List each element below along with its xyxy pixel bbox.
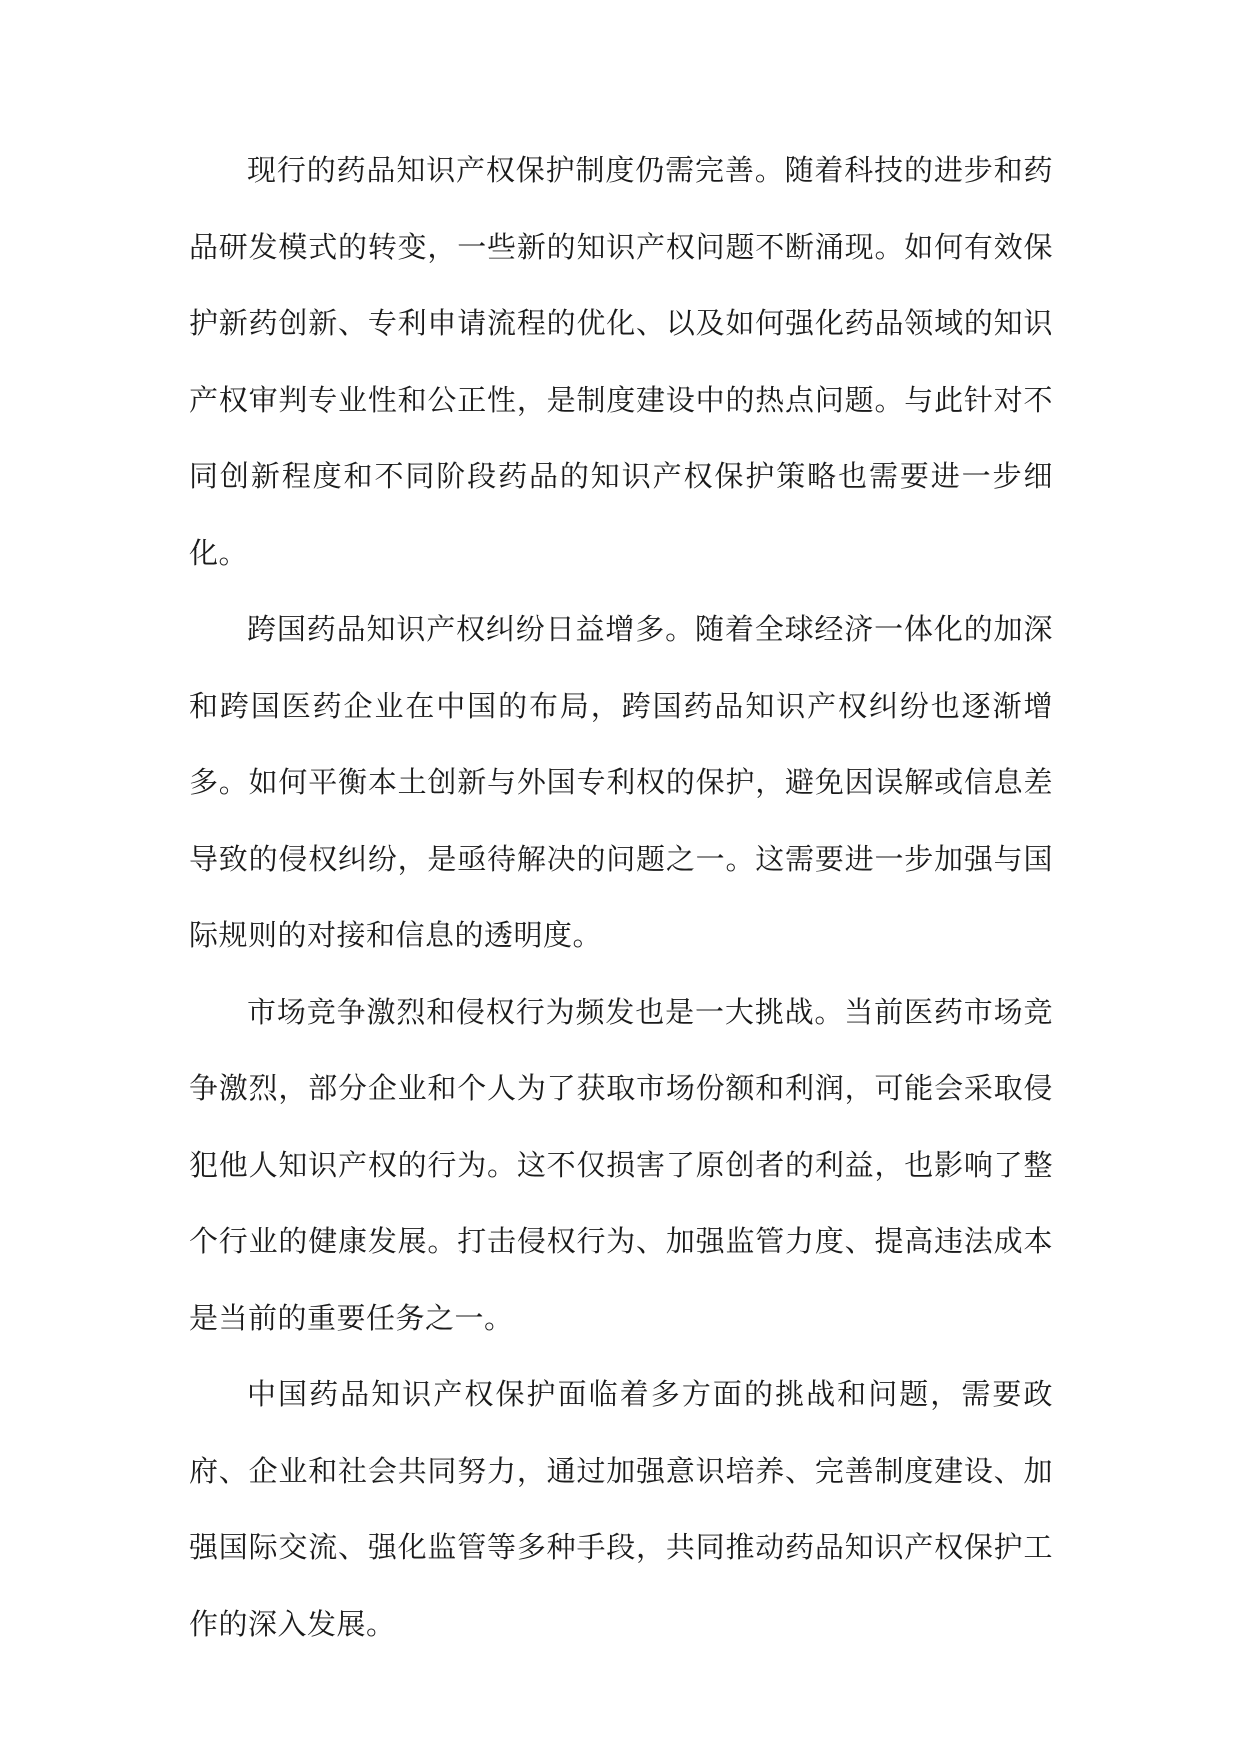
paragraph-2: 跨国药品知识产权纠纷日益增多。随着全球经济一体化的加深和跨国医药企业在中国的布局，跨国药品知识产权纠纷也逐渐增多。如何平衡本土创新与外国专利权的保护，避免因误解或信息差导致的侵权纠纷，是亟待解决的问题之一。这需要进一步加强与国际规则的对接和信息的透明度。 <box>189 612 1053 952</box>
paragraph-3: 市场竞争激烈和侵权行为频发也是一大挑战。当前医药市场竞争激烈，部分企业和个人为了获取市场份额和利润，可能会采取侵犯他人知识产权的行为。这不仅损害了原创者的利益，也影响了整个行业的健康发展。打击侵权行为、加强监管力度、提高违法成本是当前的重要任务之一。 <box>189 994 1053 1335</box>
body-text <box>189 132 1053 1662</box>
paragraph-1: 现行的药品知识产权保护制度仍需完善。随着科技的进步和药品研发模式的转变，一些新的知识产权问题不断涌现。如何有效保护新药创新、专利申请流程的优化、以及如何强化药品领域的知识产权审判专业性和公正性，是制度建设中的热点问题。与此针对不同创新程度和不同阶段药品的知识产权保护策略也需要进一步细化。 <box>189 153 1053 570</box>
paragraph-4: 中国药品知识产权保护面临着多方面的挑战和问题，需要政府、企业和社会共同努力，通过加强意识培养、完善制度建设、加强国际交流、强化监管等多种手段，共同推动药品知识产权保护工作的深入发展。 <box>189 1377 1053 1641</box>
